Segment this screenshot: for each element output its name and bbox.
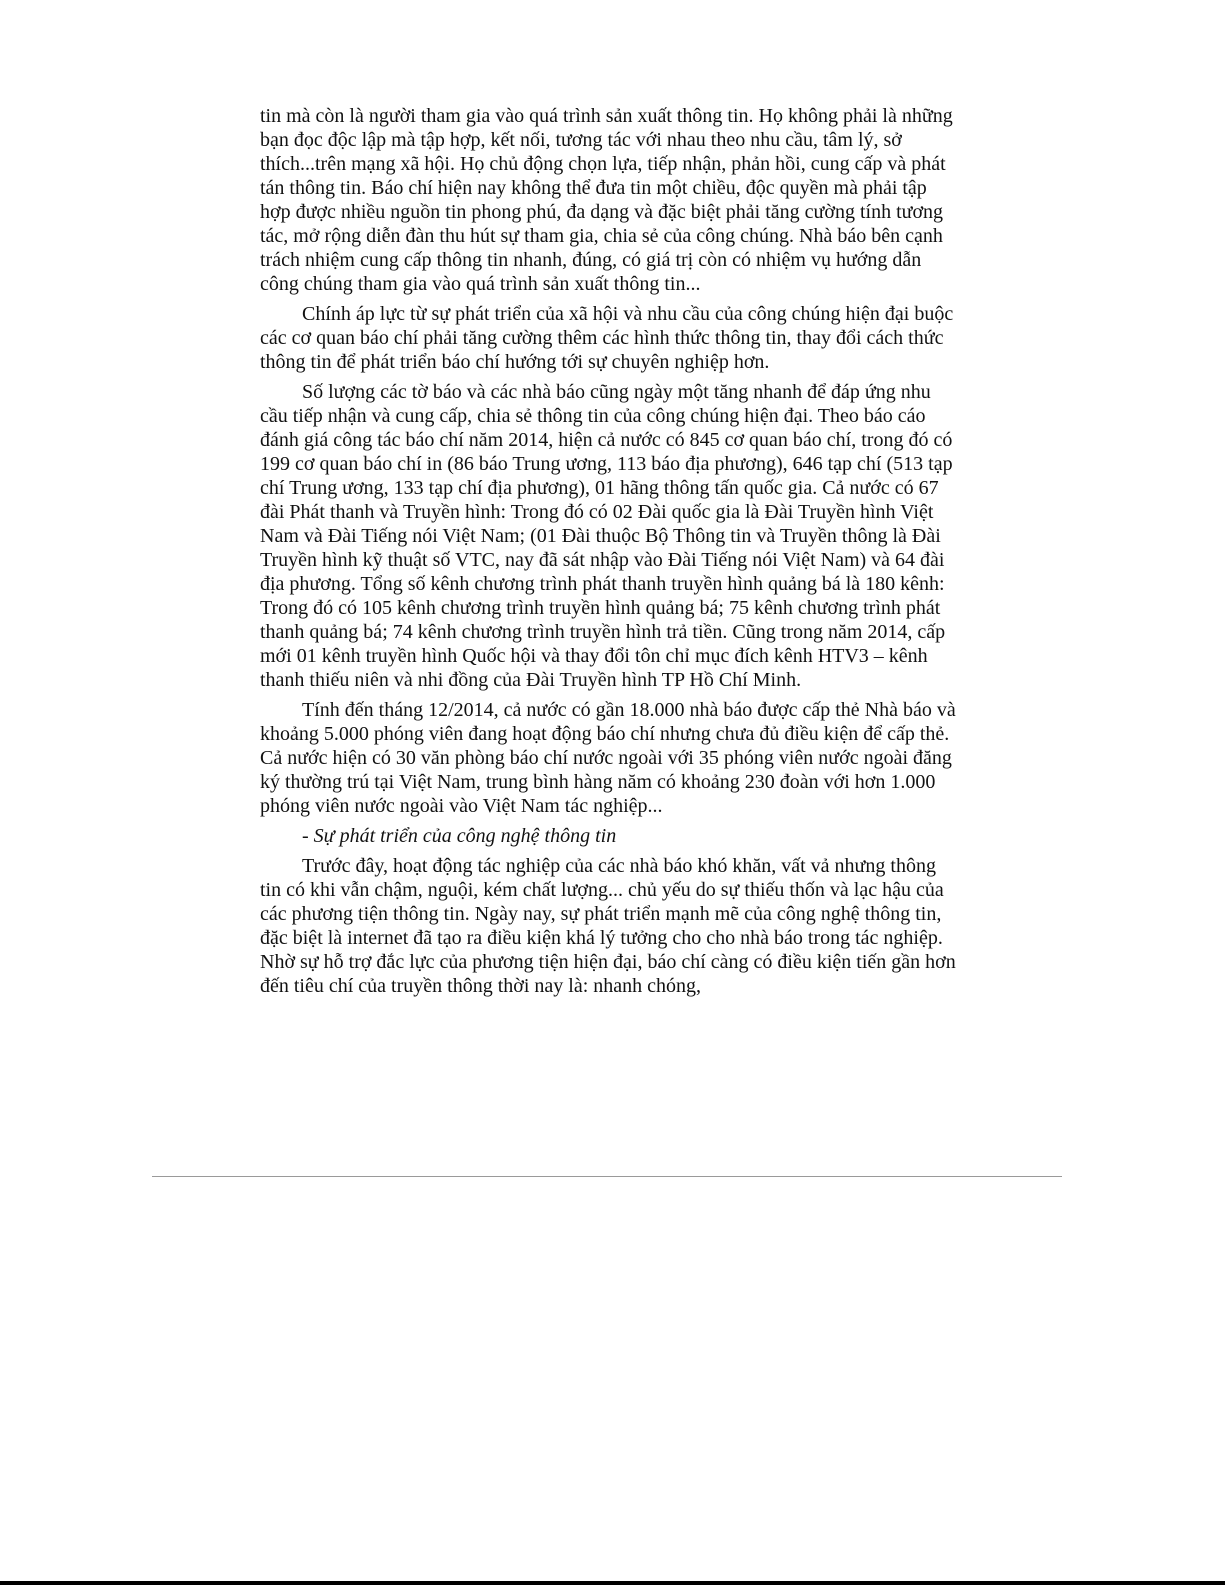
document-body <box>260 104 956 1004</box>
window-bottom-edge <box>0 1581 1225 1585</box>
paragraph-continuation: tin mà còn là người tham gia vào quá trình sản xuất thông tin. Họ không phải là những bạn đọc độc lập mà tập hợp, kết nối, tương tác với nhau theo nhu cầu, tâm lý, sở thích...trên mạng xã hội. Họ chủ động chọn lựa, tiếp nhận, phản hồi, cung cấp và phát tán thông tin. Báo chí hiện nay không thể đưa tin một chiều, độc quyền mà phải tập hợp được nhiều nguồn tin phong phú, đa dạng và đặc biệt phải tăng cường tính tương tác, mở rộng diễn đàn thu hút sự tham gia, chia sẻ của công chúng. Nhà báo bên cạnh trách nhiệm cung cấp thông tin nhanh, đúng, có giá trị còn có nhiệm vụ hướng dẫn công chúng tham gia vào quá trình sản xuất thông tin... <box>260 105 953 295</box>
page-divider <box>152 1176 1062 1177</box>
paragraph-technology: Trước đây, hoạt động tác nghiệp của các nhà báo khó khăn, vất vả nhưng thông tin có khi vẫn chậm, nguội, kém chất lượng... chủ yếu do sự thiếu thốn và lạc hậu của các phương tiện thông tin. Ngày nay, sự phát triển mạnh mẽ của công nghệ thông tin, đặc biệt là internet đã tạo ra điều kiện khá lý tưởng cho cho nhà báo trong tác nghiệp. Nhờ sự hỗ trợ đắc lực của phương tiện hiện đại, báo chí càng có điều kiện tiến gần hơn đến tiêu chí của truyền thông thời nay là: nhanh chóng, <box>260 855 956 997</box>
paragraph-statistics: Số lượng các tờ báo và các nhà báo cũng ngày một tăng nhanh để đáp ứng nhu cầu tiếp nhận và cung cấp, chia sẻ thông tin của công chúng hiện đại. Theo báo cáo đánh giá công tác báo chí năm 2014, hiện cả nước có 845 cơ quan báo chí, trong đó có 199 cơ quan báo chí in (86 báo Trung ương, 113 báo địa phương), 646 tạp chí (513 tạp chí Trung ương, 133 tạp chí địa phương), 01 hãng thông tấn quốc gia. Cả nước có 67 đài Phát thanh và Truyền hình: Trong đó có 02 Đài quốc gia là Đài Truyền hình Việt Nam và Đài Tiếng nói Việt Nam; (01 Đài thuộc Bộ Thông tin và Truyền thông là Đài Truyền hình kỹ thuật số VTC, nay đã sát nhập vào Đài Tiếng nói Việt Nam) và 64 đài địa phương. Tổng số kênh chương trình phát thanh truyền hình quảng bá là 180 kênh: Trong đó có 105 kênh chương trình truyền hình quảng bá; 75 kênh chương trình phát thanh quảng bá; 74 kênh chương trình truyền hình trả tiền. Cũng trong năm 2014, cấp mới 01 kênh truyền hình Quốc hội và thay đổi tôn chỉ mục đích kênh HTV3 – kênh thanh thiếu niên và nhi đồng của Đài Truyền hình TP Hồ Chí Minh. <box>260 381 953 691</box>
paragraph-journalists: Tính đến tháng 12/2014, cả nước có gần 18.000 nhà báo được cấp thẻ Nhà báo và khoảng 5.000 phóng viên đang hoạt động báo chí nhưng chưa đủ điều kiện để cấp thẻ. Cả nước hiện có 30 văn phòng báo chí nước ngoài với 35 phóng viên nước ngoài đăng ký thường trú tại Việt Nam, trung bình hàng năm có khoảng 230 đoàn với hơn 1.000 phóng viên nước ngoài vào Việt Nam tác nghiệp... <box>260 699 956 817</box>
paragraph-pressure: Chính áp lực từ sự phát triển của xã hội và nhu cầu của công chúng hiện đại buộc các cơ quan báo chí phải tăng cường thêm các hình thức thông tin, thay đổi cách thức thông tin để phát triển báo chí hướng tới sự chuyên nghiệp hơn. <box>260 303 954 373</box>
section-heading-it-development: - Sự phát triển của công nghệ thông tin <box>302 825 617 847</box>
